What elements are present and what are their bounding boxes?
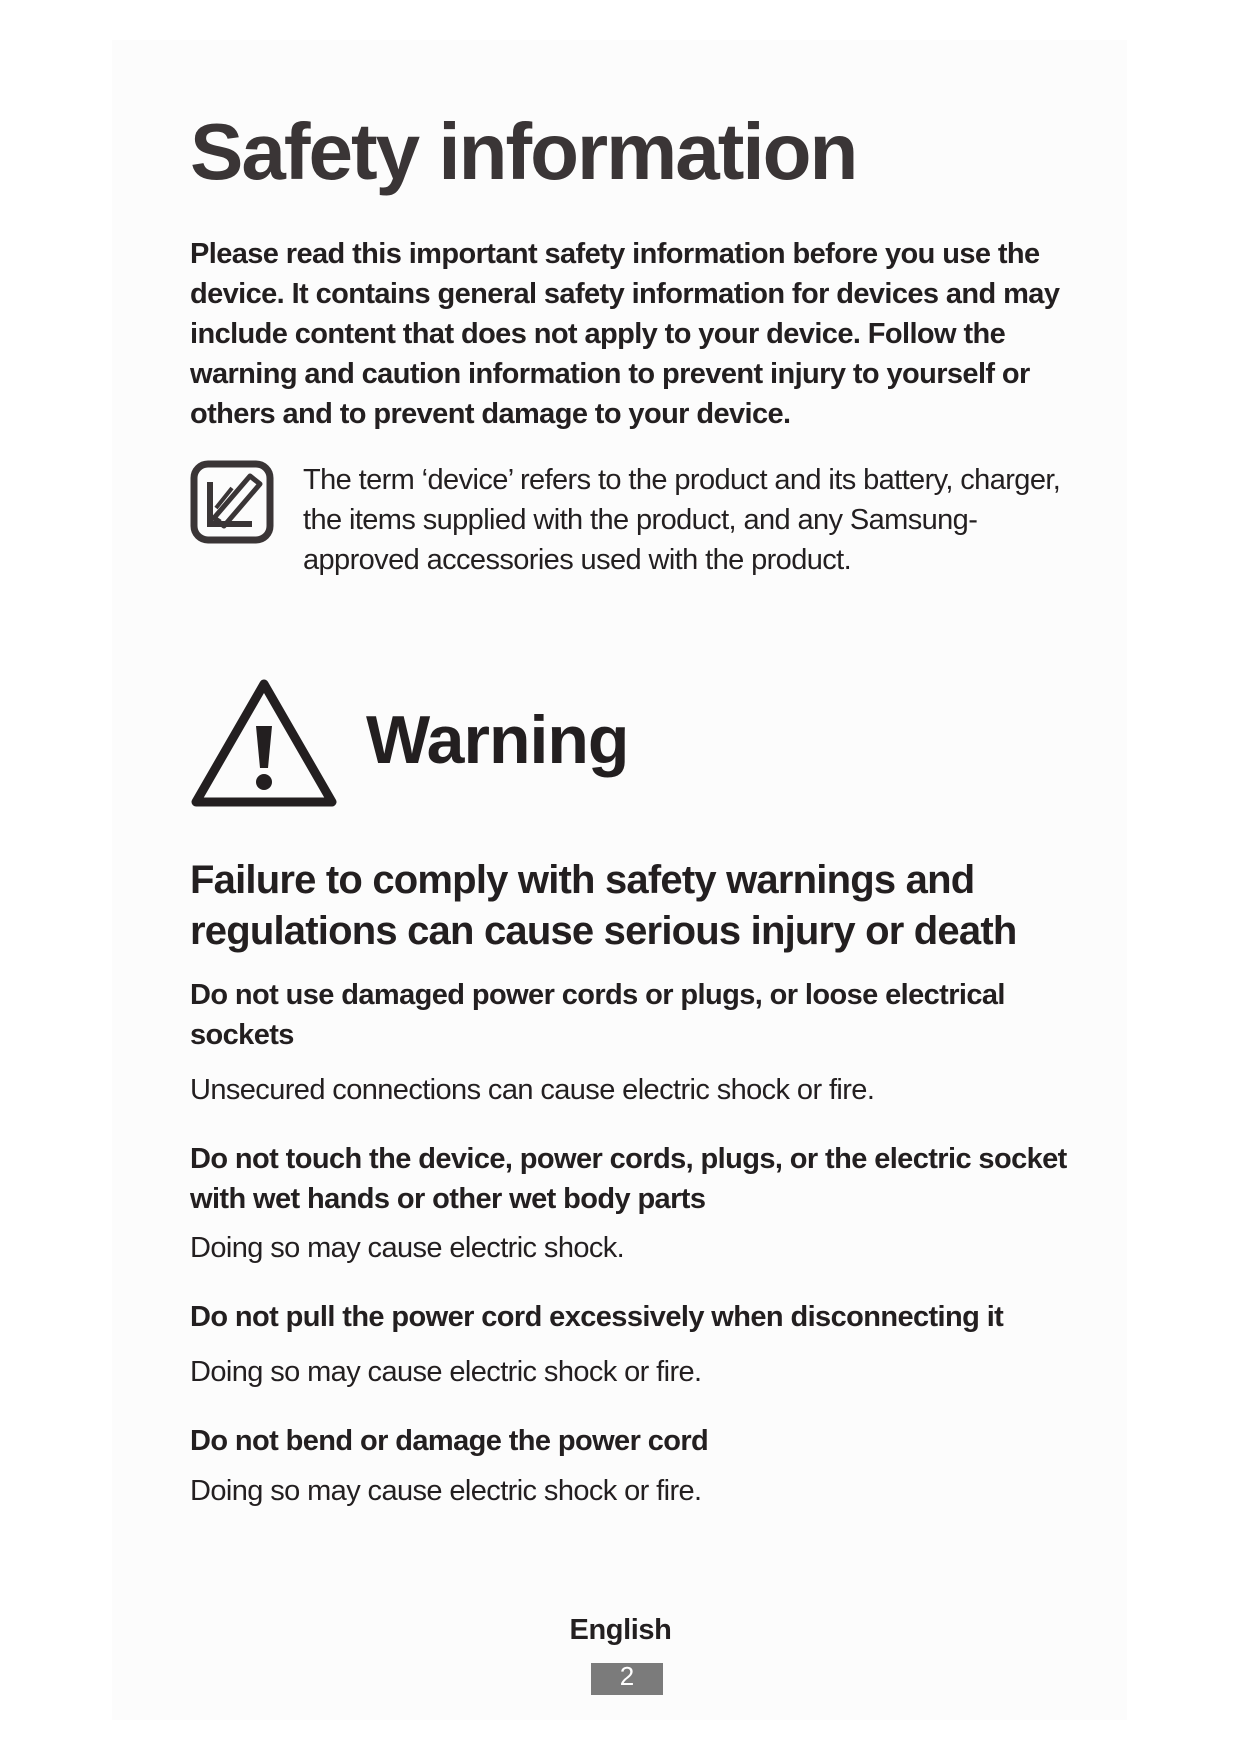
item-title: Do not use damaged power cords or plugs, or loose electrical sockets [190,979,1005,1051]
intro-paragraph: Please read this important safety information before you use the device. It contains general safety information for devices and may include content that does not apply to your device. Follow the warning and caution information to prevent injury to yourself or others and to prevent damage to your device. [190,238,1060,430]
page-title: Safety information [190,107,857,196]
item-title: Do not pull the power cord excessively when disconnecting it [190,1301,1004,1333]
page-number: 2 [591,1663,663,1695]
item-body: Unsecured connections can cause electric shock or fire. [190,1074,875,1106]
warning-heading: Warning [366,702,629,778]
item-body: Doing so may cause electric shock or fire. [190,1356,702,1388]
note-pencil-icon [190,460,274,544]
item-body: Doing so may cause electric shock. [190,1232,625,1264]
section-heading: Failure to comply with safety warnings and regulations can cause serious injury or death [190,858,1017,953]
item-title: Do not touch the device, power cords, plugs, or the electric socket with wet hands or other wet body parts [190,1143,1067,1215]
note-text: The term ‘device’ refers to the product and its battery, charger, the items supplied with the product, and any Samsung-approved accessories used with the product. [303,464,1061,576]
warning-triangle-icon [190,676,338,810]
footer-language: English [569,1614,672,1646]
item-title: Do not bend or damage the power cord [190,1425,709,1457]
item-body: Doing so may cause electric shock or fire. [190,1475,702,1507]
